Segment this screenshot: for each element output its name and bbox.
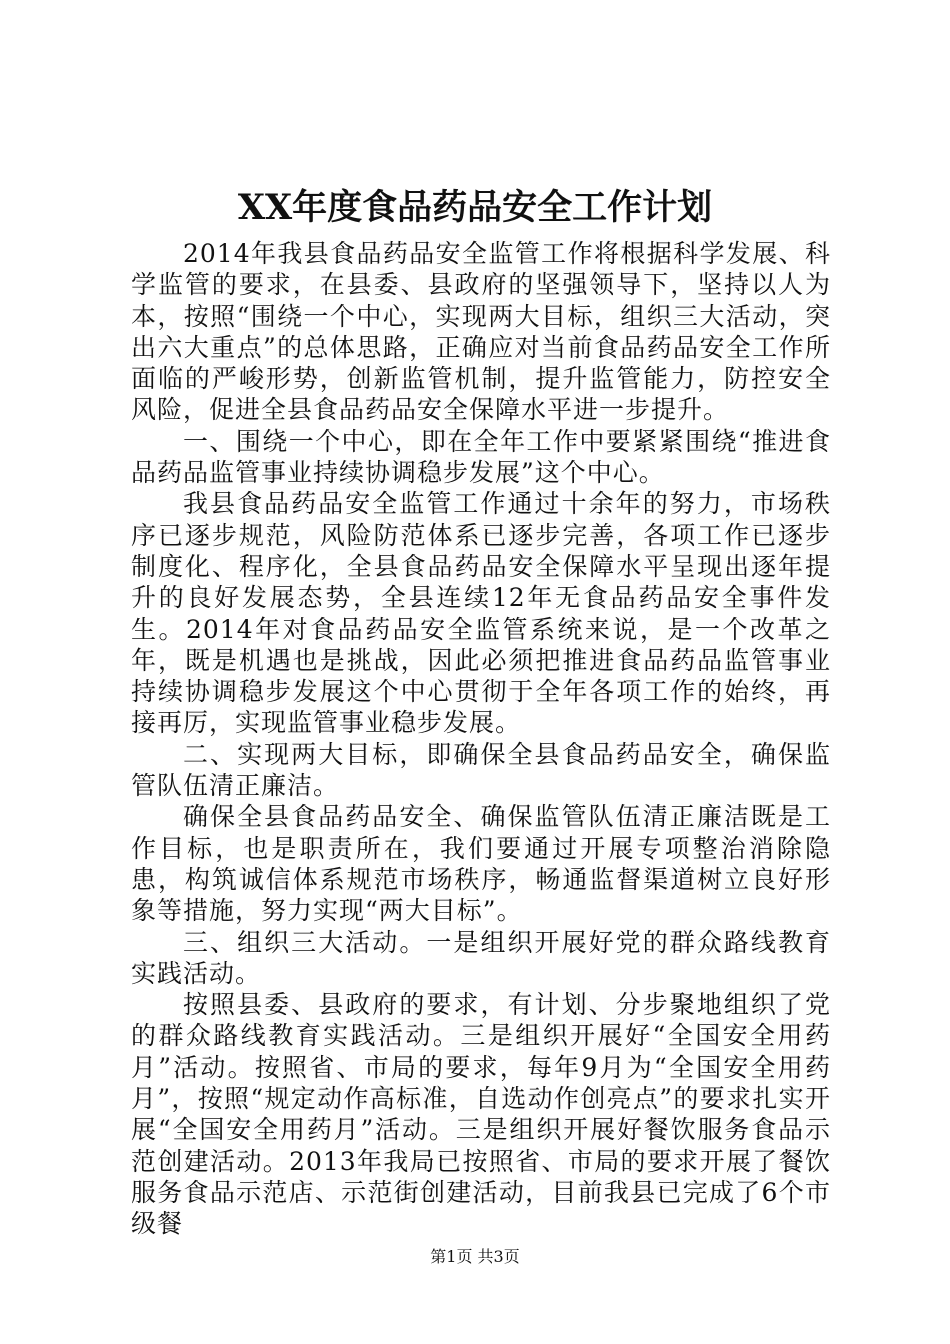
paragraph-section-one-body: 我县食品药品安全监管工作通过十余年的努力，市场秩序已逐步规范，风险防范体系已逐步完善，各项工作已逐步制度化、程序化，全县食品药品安全保障水平呈现出逐年提升的良好发展态势，全县连续12年无食品药品安全事件发生。2014年对食品药品安全监管系统来说，是一个改革之年，既是机遇也是挑战，因此必须把推进食品药品监管事业持续协调稳步发展这个中心贯彻于全年各项工作的始终，再接再厉，实现监管事业稳步发展。 [131, 489, 831, 738]
paragraph-section-one-heading: 一、围绕一个中心，即在全年工作中要紧紧围绕“推进食品药品监管事业持续协调稳步发展”这个中心。 [131, 426, 831, 488]
document-title: XX年度食品药品安全工作计划 [237, 187, 713, 228]
paragraph-section-two-heading: 二、实现两大目标，即确保全县食品药品安全，确保监管队伍清正廉洁。 [131, 739, 831, 801]
document-body [131, 238, 831, 1240]
paragraph-section-three-heading: 三、组织三大活动。一是组织开展好党的群众路线教育实践活动。 [131, 927, 831, 988]
paragraph-intro: 2014年我县食品药品安全监管工作将根据科学发展、科学监管的要求，在县委、县政府的坚强领导下，坚持以人为本，按照“围绕一个中心，实现两大目标，组织三大活动，突出六大重点”的总体思路，正确应对当前食品药品安全工作所面临的严峻形势，创新监管机制，提升监管能力，防控安全风险，促进全县食品药品安全保障水平进一步提升。 [131, 239, 831, 425]
page-footer: 第1页 共3页 [430, 1247, 520, 1266]
paragraph-section-three-body: 按照县委、县政府的要求，有计划、分步聚地组织了党的群众路线教育实践活动。三是组织开展好“全国安全用药月”活动。按照省、市局的要求，每年9月为“全国安全用药月”，按照“规定动作高标准，自选动作创亮点”的要求扎实开展“全国安全用药月”活动。三是组织开展好餐饮服务食品示范创建活动。2013年我局已按照省、市局的要求开展了餐饮服务食品示范店、示范街创建活动，目前我县已完成了6个市级餐 [131, 990, 831, 1239]
paragraph-section-two-body: 确保全县食品药品安全、确保监管队伍清正廉洁既是工作目标，也是职责所在，我们要通过开展专项整治消除隐患，构筑诚信体系规范市场秩序，畅通监督渠道树立良好形象等措施，努力实现“两大目标”。 [131, 802, 831, 926]
